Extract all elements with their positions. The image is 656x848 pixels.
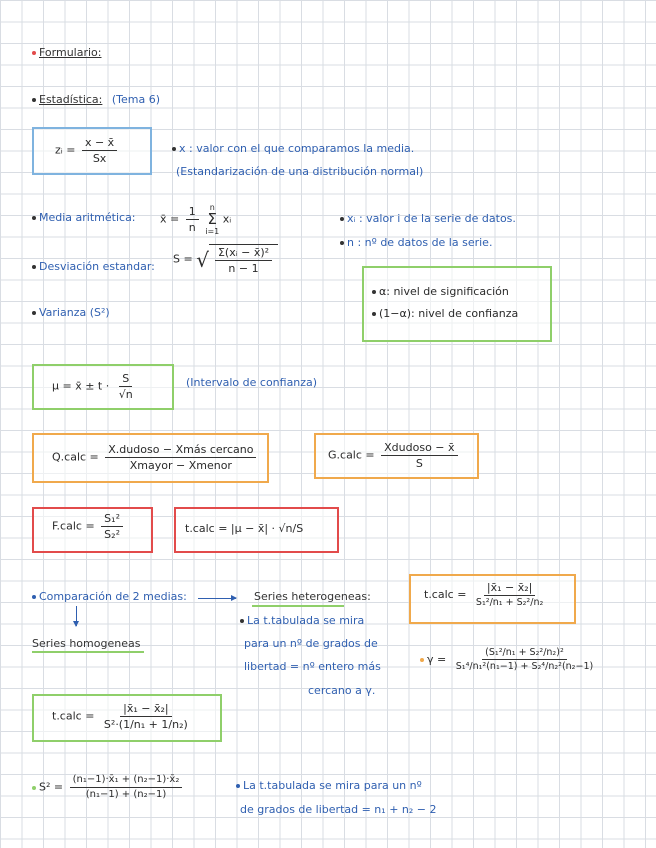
arrow-right-icon	[198, 598, 236, 599]
qcalc-formula: Q.calc = $\frac{\text{X.dudoso − Xmás cercano}}{\text{Xmayor − Xmenor}}$	[52, 443, 259, 472]
tcalc-het-formula: t.calc = $\frac{\text{|x̄₁ − x̄₂|}}{\text{S₁²/n₁ + S₂²/n₂}}$	[424, 581, 544, 609]
note-n: n : nº de datos de la serie.	[340, 236, 492, 249]
underline	[32, 651, 144, 653]
bullet-dot	[32, 51, 36, 55]
media-label: Media aritmética:	[32, 211, 136, 224]
heading-formulario: Formulario:	[32, 46, 102, 59]
underline	[252, 605, 344, 607]
arrow-down-icon	[76, 606, 77, 626]
tcalc1-formula: t.calc = |μ − x̄| · √n/S	[185, 522, 304, 535]
comparacion-label: Comparación de 2 medias:	[32, 590, 187, 603]
media-formula: x̄ = $\frac{1}{n}$ n Σ i=1 xᵢ	[160, 203, 232, 236]
fcalc-formula: F.calc = $\frac{\text{S₁²}}{\text{S₂²}}$	[52, 512, 126, 541]
confianza-note: (1−α): nivel de confianza	[372, 307, 518, 320]
pooled-note: La t.tabulada se mira para un nº	[236, 779, 422, 792]
tcalc-hom-formula: t.calc = $\frac{\text{|x̄₁ − x̄₂|}}{\text{S²·(1/n₁ + 1/n₂)}}$	[52, 702, 188, 732]
significancia-box	[362, 266, 552, 342]
zscore-note-2: (Estandarización de una distribución normal)	[176, 165, 424, 178]
pooled-formula: S² = $\frac{\text{(n₁−1)·x̄₁ + (n₂−1)·x̄₂}}{\text{(n₁−1) + (n₂−1)}}$	[32, 774, 185, 801]
series-homogeneas: Series homogeneas	[32, 637, 141, 650]
note-xi: xᵢ : valor i de la serie de datos.	[340, 212, 516, 225]
heading-estadistica: Estadística: (Tema 6)	[32, 93, 160, 106]
heading-tema: (Tema 6)	[111, 93, 161, 106]
series-heterogeneas: Series heterogeneas:	[254, 590, 371, 603]
alpha-note: α: nivel de significación	[372, 285, 509, 298]
zscore-note: x : valor con el que comparamos la media.	[172, 142, 414, 155]
pooled-note-2: de grados de libertad = n₁ + n₂ − 2	[240, 803, 437, 816]
het-note-3: libertad = nº entero más	[244, 660, 381, 673]
het-note: La t.tabulada se mira	[240, 614, 364, 627]
gcalc-formula: G.calc = $\frac{\text{Xdudoso − x̄}}{S}$	[328, 441, 461, 470]
gamma-formula: γ = $\frac{\text{(S₁²/n₁ + S₂²/n₂)²}}{\text{S₁⁴/n₁²(n₁−1) + S₂⁴/n₂²(n₂−1)}}$	[420, 647, 599, 673]
intervalo-formula: μ = x̄ ± t · $\frac{S}{√n}$	[52, 372, 133, 402]
desviacion-label: Desviación estandar:	[32, 260, 155, 273]
bullet-dot	[32, 98, 36, 102]
het-note-4: cercano a γ.	[308, 684, 376, 697]
varianza-label: Varianza (S²)	[32, 306, 110, 319]
zscore-formula: zᵢ = $\frac{x - x̄}{Sx}$	[55, 136, 120, 165]
het-note-2: para un nº de grados de	[244, 637, 378, 650]
desviacion-formula: S = √ $\frac{\text{Σ(xᵢ − x̄)²}}{n - 1}$	[173, 244, 278, 275]
intervalo-note: (Intervalo de confianza)	[186, 376, 318, 389]
